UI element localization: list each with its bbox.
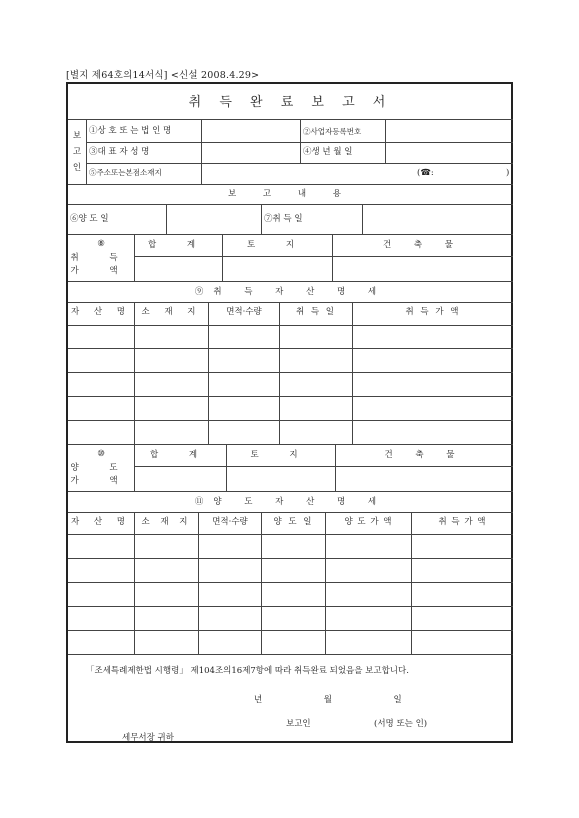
divider <box>68 184 513 185</box>
reporter-signature-label: 보고인 <box>286 719 311 729</box>
trans-price-label-1: 양 도 <box>70 463 132 473</box>
trans-building-field[interactable] <box>336 467 512 490</box>
divider <box>300 120 301 163</box>
transfer-date-label: ⑥양 도 일 <box>70 214 109 224</box>
trans-col-date: 양 도 일 <box>273 517 314 527</box>
acq-detail-heading: ⑨취 득 자 산 명 세 <box>194 287 387 297</box>
table-row <box>68 420 513 421</box>
trans-col-acq-price: 취 득 가 액 <box>438 517 487 527</box>
acq-price-label-2: 가 액 <box>70 266 132 276</box>
trans-land-field[interactable] <box>227 467 334 490</box>
table-row <box>68 606 513 607</box>
tax-office-recipient: 세무서장 귀하 <box>122 733 174 743</box>
phone-close: ) <box>506 168 510 178</box>
report-content-heading: 보 고 내 용 <box>228 189 353 199</box>
acq-land-header: 토 지 <box>246 240 309 250</box>
acquire-date-field[interactable] <box>363 205 512 233</box>
divider <box>68 119 513 120</box>
acq-sum-field[interactable] <box>135 257 221 280</box>
trans-col-price: 양 도 가 액 <box>344 517 393 527</box>
signature-or-seal: (서명 또는 인) <box>374 719 428 729</box>
table-row <box>68 582 513 583</box>
trans-col-area: 면적·수량 <box>212 517 248 527</box>
trans-detail-heading: ⑪양 도 자 산 명 세 <box>194 497 387 507</box>
acq-building-field[interactable] <box>333 257 512 280</box>
representative-name-label: ③대 표 자 성 명 <box>89 147 150 157</box>
company-name-field[interactable] <box>202 121 299 141</box>
trans-col-asset-name: 자 산 명 <box>70 517 132 527</box>
report-statement: 「조세특례제한법 시행령」 제104조의16제7항에 따라 취득완료 되었음을 보고합니다. <box>86 666 409 676</box>
birth-date-field[interactable] <box>386 143 512 162</box>
business-reg-number-label: ②사업자등록번호 <box>303 127 362 136</box>
business-reg-number-field[interactable] <box>386 121 512 141</box>
acq-sum-header: 합 계 <box>147 240 210 250</box>
address-label: ⑤주소또는본점소재지 <box>89 168 162 177</box>
reporter-label-3: 인 <box>72 163 82 173</box>
address-field[interactable] <box>202 164 512 183</box>
acq-land-field[interactable] <box>223 257 331 280</box>
trans-land-header: 토 지 <box>250 450 312 460</box>
table-row <box>68 396 513 397</box>
table-row <box>68 534 513 535</box>
acq-col-area: 면적·수량 <box>226 307 262 317</box>
form-number-header: [별지 제64호의14서식] <신설 2008.4.29> <box>66 70 260 81</box>
acq-price-number: ⑧ <box>97 239 105 249</box>
table-row <box>68 348 513 349</box>
trans-sum-field[interactable] <box>135 467 225 490</box>
reporter-label-2: 고 <box>72 147 82 157</box>
acq-col-location: 소 재 지 <box>141 307 202 317</box>
divider <box>68 654 513 655</box>
table-row <box>68 558 513 559</box>
divider <box>261 205 262 234</box>
acq-price-label-1: 취 득 <box>70 253 132 263</box>
reporter-label-1: 보 <box>72 131 82 141</box>
acq-building-header: 건 축 물 <box>382 240 464 250</box>
phone-label: (☎: <box>417 168 434 178</box>
table-row <box>68 325 513 326</box>
representative-name-field[interactable] <box>202 143 299 162</box>
trans-price-label-2: 가 액 <box>70 476 132 486</box>
trans-price-number: ⑩ <box>97 449 105 459</box>
trans-sum-header: 합 계 <box>149 450 212 460</box>
transfer-date-field[interactable] <box>167 205 260 233</box>
acquire-date-label: ⑦취 득 일 <box>264 214 303 224</box>
acq-col-asset-name: 자 산 명 <box>70 307 132 317</box>
company-name-label: ①상 호 또 는 법 인 명 <box>89 126 172 136</box>
table-row <box>68 372 513 373</box>
trans-building-header: 건 축 물 <box>384 450 465 460</box>
birth-date-label: ④생 년 월 일 <box>303 147 353 157</box>
divider <box>86 120 87 184</box>
form-title: 취 득 완 료 보 고 서 <box>188 95 393 110</box>
report-date: 년 월 일 <box>254 695 410 705</box>
table-row <box>68 630 513 631</box>
divider <box>68 491 513 492</box>
acq-col-date: 취 득 일 <box>295 307 337 317</box>
acq-col-price: 취 득 가 액 <box>405 307 461 317</box>
trans-col-location: 소 재 지 <box>141 517 192 527</box>
divider <box>68 281 513 282</box>
